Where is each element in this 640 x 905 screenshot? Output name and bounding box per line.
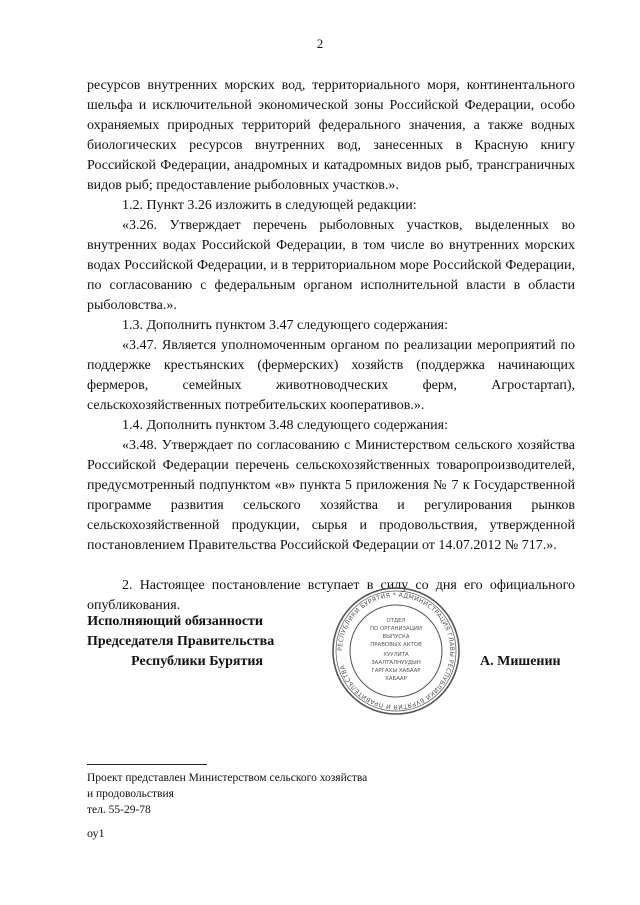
signatory-position (87, 612, 275, 672)
position-line: Республики Бурятия (131, 654, 263, 669)
paragraph-3-48: «3.48. Утверждает по согласованию с Министерством сельского хозяйства Российской Федерации перечень сельскохозяйственных товаропроизводителей, предусмотренный подпунктом «в» пункта 5 приложения № 7 к Государственной программе развития сельского хозяйства и регулирования рынков сельскохозяйственной продукции, сырья и продовольствия, утвержденной постановлением Правительства Российской Федерации от 14.07.2012 № 717.». (87, 438, 575, 553)
footnote-line: Проект представлен Министерством сельского хозяйства (87, 772, 368, 784)
stamp-line: ГАРГАХЫ ХАБААР (371, 668, 421, 674)
stamp-line: ПО ОРГАНИЗАЦИИ (370, 626, 422, 632)
position-line: Председателя Правительства (87, 634, 275, 649)
paragraph-1-3: 1.3. Дополнить пунктом 3.47 следующего содержания: (122, 318, 449, 333)
document-body (87, 76, 575, 616)
footnote-line: и продовольствия (87, 788, 174, 800)
footnote (87, 770, 367, 818)
official-stamp-icon (330, 585, 462, 717)
stamp-line: ПРАВОВЫХ АКТОВ (370, 642, 422, 648)
signer-name: А. Мишенин (480, 654, 561, 669)
paragraph-3-47: «3.47. Является уполномоченным органом по реализации мероприятий по поддержке крестьянских (фермерских) хозяйств (поддержка начинающих фермеров, семейных животноводческих ферм, Агростартап), сельскохозяйственных потребительских кооперативов.». (87, 338, 575, 413)
paragraph-continuation: ресурсов внутренних морских вод, территориального моря, континентального шельфа и исключительной экономической зоны Российской Федерации, особо охраняемых природных территорий федерального значения, а также водных биологических ресурсов внутренних вод, занесенных в Красную книгу Российской Федерации, анадромных и катадромных видов рыб, трансграничных видов рыб; предоставление рыболовных участков.». (87, 78, 575, 193)
paragraph-2: 2. Настоящее постановление вступает в силу со дня его официального опубликования. (87, 578, 575, 613)
page-number: 2 (316, 36, 324, 51)
stamp-line: ОТДЕЛ (386, 618, 406, 624)
footnote-phone: тел. 55-29-78 (87, 804, 151, 816)
paragraph-1-2: 1.2. Пункт 3.26 изложить в следующей редакции: (122, 198, 417, 213)
stamp-line: ЗААЛТАЛНУУДЫН (371, 660, 421, 666)
svg-text:РЕСПУБЛИКИ БУРЯТИЯ * АДМИНИСТР (337, 592, 455, 710)
position-line: Исполняющий обязанности (87, 614, 263, 629)
stamp-line: ХУУЛИТА (383, 652, 409, 658)
paragraph-1-4: 1.4. Дополнить пунктом 3.48 следующего содержания: (122, 418, 449, 433)
stamp-line: ВЫПУСКА (382, 634, 410, 640)
paragraph-3-26: «3.26. Утверждает перечень рыболовных участков, выделенных во внутренних водах Российской Федерации, в том числе во внутренних морских водах Российской Федерации, и в территориальном море Российской Федерации, по согласованию с федеральным органом исполнительной власти в области рыболовства.». (87, 218, 575, 313)
operator-code: оу1 (87, 826, 105, 840)
stamp-line: ХАБААР (385, 676, 407, 682)
stamp-ring-text: РЕСПУБЛИКИ БУРЯТИЯ * АДМИНИСТРАЦИЯ ГЛАВЫ РЕСПУБЛИКИ БУРЯТИЯ И ПРАВИТЕЛЬСТВА (336, 591, 456, 711)
footnote-divider (87, 764, 207, 765)
